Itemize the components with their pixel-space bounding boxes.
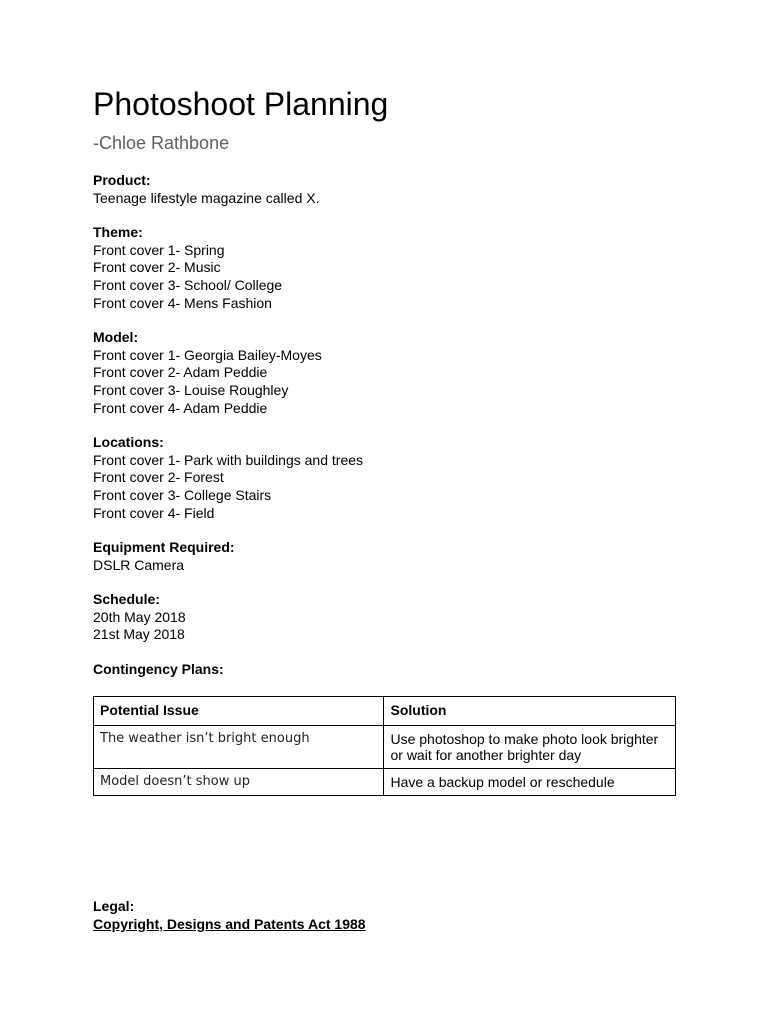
issue-cell: Model doesn’t show up <box>94 768 384 795</box>
product-heading: Product: <box>93 172 151 188</box>
solution-cell: Have a backup model or reschedule <box>384 768 676 795</box>
equipment-line: DSLR Camera <box>93 556 185 573</box>
product-section <box>93 172 683 207</box>
schedule-date: 21st May 2018 <box>93 626 185 643</box>
product-line: Teenage lifestyle magazine called X. <box>93 189 320 206</box>
solution-cell: Use photoshop to make photo look brighter or wait for another brighter day <box>384 725 676 768</box>
page-title: Photoshoot Planning <box>93 86 389 122</box>
issue-cell: The weather isn’t bright enough <box>94 725 384 768</box>
column-header-issue: Potential Issue <box>94 696 384 725</box>
document-page <box>93 84 683 796</box>
legal-heading: Legal: <box>93 898 135 914</box>
equipment-section <box>93 539 683 574</box>
theme-line: Front cover 1- Spring <box>93 241 225 258</box>
contingency-section <box>93 661 683 679</box>
locations-line: Front cover 1- Park with buildings and trees <box>93 451 364 468</box>
theme-heading: Theme: <box>93 224 143 241</box>
legal-section <box>93 898 366 933</box>
theme-line: Front cover 2- Music <box>93 259 221 276</box>
model-heading: Model: <box>93 329 139 346</box>
legal-reference: Copyright, Designs and Patents Act 1988 <box>93 915 366 932</box>
locations-section <box>93 434 683 522</box>
schedule-section <box>93 591 683 644</box>
table-row <box>94 768 676 795</box>
column-header-solution: Solution <box>384 696 676 725</box>
locations-heading: Locations: <box>93 434 164 451</box>
model-section <box>93 329 683 417</box>
schedule-date: 20th May 2018 <box>93 608 186 625</box>
theme-section <box>93 224 683 312</box>
contingency-heading: Contingency Plans: <box>93 661 224 678</box>
theme-line: Front cover 4- Mens Fashion <box>93 294 272 311</box>
theme-line: Front cover 3- School/ College <box>93 276 283 293</box>
table-header-row <box>94 696 676 725</box>
model-line: Front cover 2- Adam Peddie <box>93 364 268 381</box>
locations-line: Front cover 4- Field <box>93 504 215 521</box>
author-name: -Chloe Rathbone <box>93 133 230 153</box>
table-row <box>94 725 676 768</box>
contingency-table <box>93 696 676 796</box>
locations-line: Front cover 3- College Stairs <box>93 486 272 503</box>
equipment-heading: Equipment Required: <box>93 539 235 556</box>
locations-line: Front cover 2- Forest <box>93 469 224 486</box>
contingency-table-wrap <box>93 696 683 796</box>
schedule-heading: Schedule: <box>93 591 160 608</box>
model-line: Front cover 3- Louise Roughley <box>93 381 289 398</box>
model-line: Front cover 4- Adam Peddie <box>93 399 268 416</box>
model-line: Front cover 1- Georgia Bailey-Moyes <box>93 346 322 363</box>
